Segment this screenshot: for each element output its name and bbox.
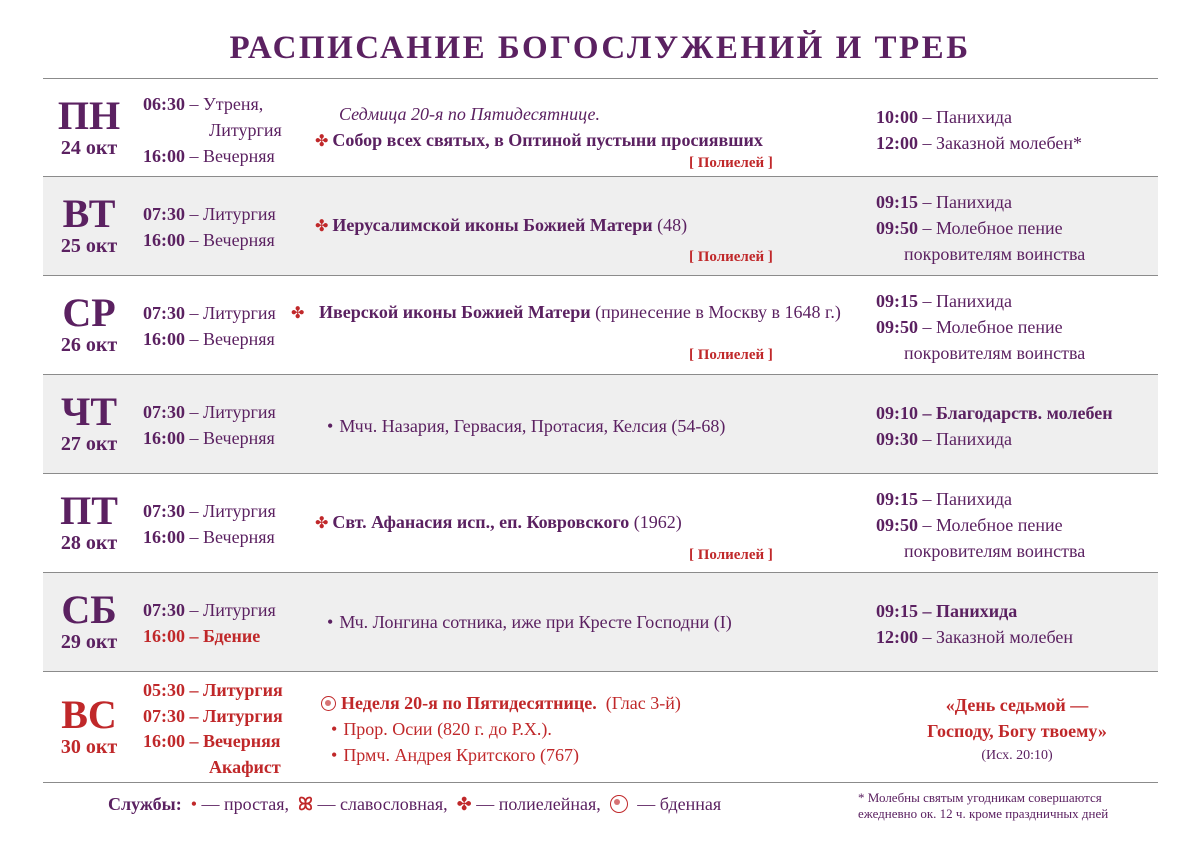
- services: [143, 201, 313, 253]
- saint-name: Свт. Афанасия исп., еп. Ковровского: [332, 512, 630, 532]
- treb-time: 10:00: [876, 107, 918, 127]
- quote-line: «День седьмой —: [945, 695, 1089, 715]
- legend-text: — простая,: [201, 794, 289, 814]
- treb-name: – Панихида: [922, 429, 1013, 449]
- services: [143, 678, 313, 780]
- treb-name: – Панихида: [922, 107, 1013, 127]
- treb-name: покровителям воинства: [904, 343, 1086, 363]
- day-date: 30 окт: [60, 736, 118, 758]
- services: [143, 91, 313, 169]
- service-time: 16:00: [143, 731, 185, 751]
- treb-time: 09:50: [876, 515, 918, 535]
- services: [143, 498, 313, 550]
- day-date: 27 окт: [60, 433, 118, 455]
- treb-name: – Молебное пение: [922, 317, 1063, 337]
- treb-time: 12:00: [876, 133, 918, 153]
- bullet-icon: •: [190, 794, 198, 814]
- service-time: 07:30: [143, 204, 185, 224]
- service-time: 05:30: [143, 680, 185, 700]
- legend-text: — бденная: [637, 794, 722, 814]
- treb-time: 09:15: [876, 489, 918, 509]
- saint-name: Прмч. Андрея Критского (767): [343, 745, 580, 765]
- service-name: – Литургия: [189, 501, 276, 521]
- service-name: – Бдение: [189, 626, 261, 646]
- services: [143, 597, 313, 649]
- service-name: – Литургия: [189, 402, 276, 422]
- saint-name: Мчч. Назария, Гервасия, Протасия, Келсия (54-68): [339, 416, 726, 436]
- legend-text: — славословная,: [317, 794, 448, 814]
- treb-name: – Молебное пение: [922, 515, 1063, 535]
- day-name: ВТ: [62, 191, 116, 236]
- saint-extra: (принесение в Москву в 1648 г.): [595, 302, 841, 322]
- service-time: 07:30: [143, 501, 185, 521]
- service-time: 16:00: [143, 329, 185, 349]
- day-date: 24 окт: [60, 137, 118, 159]
- bullet-icon: •: [327, 416, 334, 436]
- day-row-tue: [43, 177, 1158, 276]
- saints: [315, 509, 863, 537]
- service-time: 07:30: [143, 303, 185, 323]
- footnote-line: ежедневно ок. 12 ч. кроме праздничных дней: [858, 806, 1109, 821]
- service-time: 16:00: [143, 527, 185, 547]
- day-name: СР: [62, 290, 116, 335]
- tone: (Глас 3-й): [605, 693, 681, 713]
- treb-name: – Панихида: [922, 291, 1013, 311]
- service-time: 16:00: [143, 626, 185, 646]
- saints: [315, 609, 863, 635]
- day-row-sat: [43, 573, 1158, 672]
- treb-time: 09:50: [876, 317, 918, 337]
- day-label: [43, 490, 135, 554]
- day-label: [43, 391, 135, 455]
- treb-name: – Заказной молебен: [922, 627, 1074, 647]
- treb-time: 12:00: [876, 627, 918, 647]
- day-date: 25 окт: [60, 235, 118, 257]
- rank-text: Полиелей: [697, 547, 765, 563]
- treb-time: 09:15: [876, 601, 918, 621]
- day-name: ВС: [61, 692, 117, 737]
- quote-line: Господу, Богу твоему»: [927, 721, 1107, 741]
- sunday-quote: [876, 692, 1158, 768]
- rank-text: Полиелей: [697, 347, 765, 363]
- service-name: – Вечерняя: [189, 731, 281, 751]
- rank-text: Полиелей: [697, 155, 765, 171]
- treb-name: – Панихида: [922, 192, 1013, 212]
- rank-label: [ Полиелей ]: [689, 347, 773, 363]
- service-name: – Литургия: [189, 204, 276, 224]
- treb-name: покровителям воинства: [904, 541, 1086, 561]
- day-name: ПТ: [60, 488, 118, 533]
- polyeleos-icon: ✤: [456, 794, 472, 814]
- saints: [315, 101, 863, 155]
- bullet-icon: •: [327, 612, 334, 632]
- service-time: 06:30: [143, 94, 185, 114]
- treb-time: 09:50: [876, 218, 918, 238]
- day-name: ЧТ: [60, 389, 118, 434]
- service-time: 16:00: [143, 428, 185, 448]
- service-name: – Вечерняя: [189, 527, 275, 547]
- saint-name: Иверской иконы Божией Матери: [319, 302, 591, 322]
- trebs: [876, 288, 1158, 366]
- day-date: 26 окт: [60, 334, 118, 356]
- treb-name: – Молебное пение: [922, 218, 1063, 238]
- rank-label: [ Полиелей ]: [689, 249, 773, 265]
- service-name: – Литургия: [189, 680, 283, 700]
- service-name: Акафист: [209, 756, 281, 777]
- service-name: – Вечерняя: [189, 230, 275, 250]
- day-row-thu: [43, 375, 1158, 474]
- rank-label: [ Полиелей ]: [689, 155, 773, 171]
- bullet-icon: •: [331, 745, 338, 765]
- footnote: [858, 790, 1108, 822]
- saint-name: Иерусалимской иконы Божией Матери: [332, 215, 653, 235]
- polyeleos-icon: ✤: [315, 515, 329, 532]
- saints: [315, 413, 863, 439]
- service-time: 16:00: [143, 230, 185, 250]
- polyeleos-icon: ✤: [315, 218, 329, 235]
- rank-text: Полиелей: [697, 249, 765, 265]
- service-time: 07:30: [143, 402, 185, 422]
- service-name: Литургия: [209, 120, 282, 140]
- treb-time: 09:30: [876, 429, 918, 449]
- day-row-wed: [43, 276, 1158, 375]
- day-label: [43, 193, 135, 257]
- service-name: – Вечерняя: [189, 428, 275, 448]
- day-label: [43, 694, 135, 758]
- vigil-icon: [321, 696, 336, 711]
- trebs: [876, 486, 1158, 564]
- slavoslovie-icon: ꕤ: [297, 794, 313, 814]
- day-row-mon: [43, 79, 1158, 177]
- treb-time: 09:15: [876, 291, 918, 311]
- legend-text: — полиелейная,: [476, 794, 601, 814]
- vigil-icon: [610, 795, 628, 813]
- week-heading: Неделя 20-я по Пятидесятнице.: [341, 693, 597, 713]
- services: [143, 300, 313, 352]
- trebs: [876, 104, 1158, 156]
- day-label: [43, 95, 135, 159]
- day-label: [43, 292, 135, 356]
- treb-time: 09:10: [876, 403, 918, 423]
- saint-name: Прор. Осии (820 г. до Р.Х.).: [343, 719, 552, 739]
- service-name: – Литургия: [189, 303, 276, 323]
- service-time: 16:00: [143, 146, 185, 166]
- service-name: – Вечерняя: [189, 146, 275, 166]
- saint-name: Собор всех святых, в Оптиной пустыни просиявших: [332, 130, 763, 150]
- treb-name: – Заказной молебен*: [922, 133, 1083, 153]
- service-time: 07:30: [143, 600, 185, 620]
- service-name: – Утреня,: [189, 94, 264, 114]
- rank-label: [ Полиелей ]: [689, 547, 773, 563]
- service-name: – Литургия: [189, 600, 276, 620]
- trebs: [876, 598, 1158, 650]
- service-name: – Вечерняя: [189, 329, 275, 349]
- legend-label: Службы:: [108, 794, 182, 814]
- treb-name: – Панихида: [922, 489, 1013, 509]
- day-date: 28 окт: [60, 532, 118, 554]
- saints: [315, 212, 863, 240]
- treb-time: 09:15: [876, 192, 918, 212]
- polyeleos-icon: ✤: [315, 133, 329, 150]
- page-title: РАСПИСАНИЕ БОГОСЛУЖЕНИЙ И ТРЕБ: [229, 30, 971, 66]
- day-label: [43, 589, 135, 653]
- saint-extra: (48): [657, 215, 688, 235]
- day-row-sun: [43, 672, 1158, 783]
- legend: [108, 792, 721, 815]
- service-name: – Литургия: [189, 705, 283, 726]
- treb-name: покровителям воинства: [904, 244, 1086, 264]
- week-heading: Седмица 20-я по Пятидесятнице.: [339, 104, 601, 124]
- day-row-fri: [43, 474, 1158, 573]
- services: [143, 399, 313, 451]
- treb-name: – Благодарств. молебен: [922, 403, 1113, 423]
- day-name: СБ: [61, 587, 117, 632]
- service-time: 07:30: [143, 705, 185, 726]
- saints: [315, 690, 863, 768]
- day-name: ПН: [57, 93, 121, 138]
- saint-extra: (1962): [633, 512, 682, 532]
- trebs: [876, 189, 1158, 267]
- saint-name: Мч. Лонгина сотника, иже при Кресте Господни (I): [339, 612, 732, 632]
- treb-name: – Панихида: [922, 601, 1018, 621]
- quote-ref: (Исх. 20:10): [981, 748, 1053, 763]
- bullet-icon: •: [331, 719, 338, 739]
- saints: ✤ Иверской иконы Божией Матери (принесение в Москву в 1648 г.): [291, 302, 841, 322]
- footnote-line: * Молебны святым угодникам совершаются: [858, 790, 1102, 805]
- trebs: [876, 400, 1158, 452]
- day-date: 29 окт: [60, 631, 118, 653]
